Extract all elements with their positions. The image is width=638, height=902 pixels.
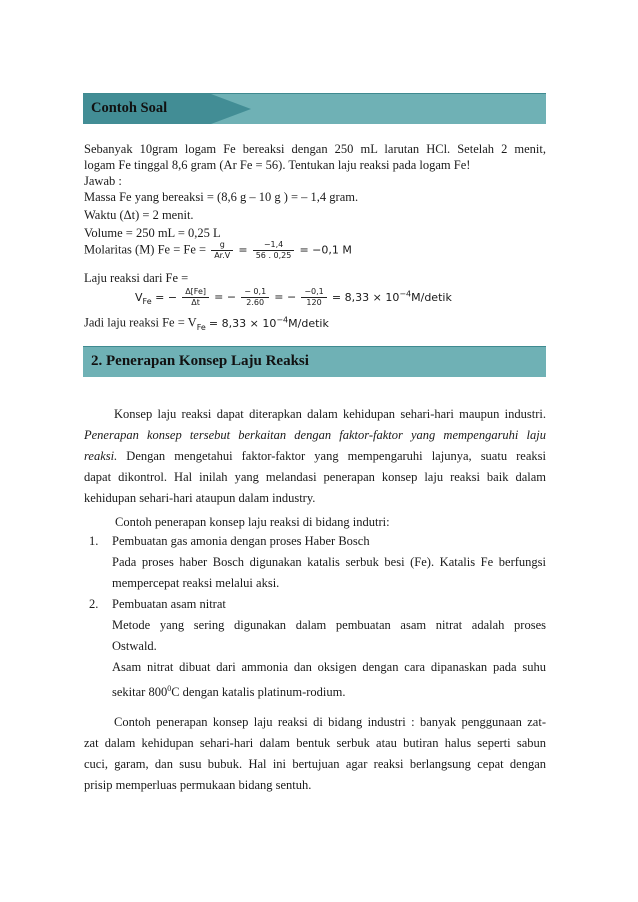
answer-label: Jawab : — [84, 174, 122, 188]
list-item-2-title: Pembuatan asam nitrat — [112, 597, 226, 611]
section-header-contoh-soal — [83, 93, 546, 124]
molarity-label: Molaritas (M) Fe = Fe = — [84, 242, 207, 257]
fraction-rate-1: $\frac{- 0,1}{2.60}$ — [241, 287, 269, 308]
conclusion-line: Jadi laju reaksi $Fe = V_{Fe} = 8,33$ × $10^{-4}M$/detik — [84, 315, 329, 333]
mass-line: Massa Fe yang bereaksi = (8,6 g – 10 g ) = – 1,4 gram. — [84, 190, 359, 204]
list-item-2-line-3: Asam nitrat dibuat dari ammonia dan oksigen dengan cara dipanaskan pada suhu — [112, 660, 546, 674]
problem-line-2: logam Fe tinggal 8,6 gram (Ar Fe = 56). Tentukan laju reaksi pada logam Fe! — [84, 158, 471, 172]
volume-line: Volume = 250 mL = 0,25 L — [84, 226, 221, 240]
list-item-2-line-1: Metode yang sering digunakan dalam pembuatan asam nitrat adalah proses — [112, 618, 546, 632]
rate-label: Laju reaksi dari Fe = — [84, 271, 189, 285]
list-number-2: 2. — [89, 597, 99, 611]
section-title: 2. Penerapan Konsep Laju Reaksi — [91, 353, 309, 369]
time-line: Waktu (Δt) = 2 menit. — [84, 208, 194, 222]
list-number-1: 1. — [89, 534, 99, 548]
list-item-1-line-1: Pada proses haber Bosch digunakan katalis serbuk besi (Fe). Katalis Fe berfungsi — [112, 555, 546, 569]
molarity-line: Molaritas (M) Fe = Fe = $\frac{g}{Ar.V}$ = $\frac{-1,4}{56 . 0,25}$ = −0,1 M — [84, 240, 352, 260]
list-item-2-line-4: sekitar $800^0C$ dengan katalis platinum-rodium. — [112, 684, 346, 700]
list-item-1-line-2: mempercepat reaksi melalui aksi. — [112, 576, 280, 590]
examples-intro: Contoh penerapan konsep laju reaksi di bidang indutri: — [115, 515, 390, 529]
rate-result: = $8,33 \times 10^{-4}M$/detik — [331, 289, 452, 304]
section-header-penerapan — [83, 346, 546, 377]
molarity-result: = −0,1 M — [299, 243, 352, 257]
rate-equation: $V_{Fe}$ = − $\frac{\Delta[Fe]}{\Delta t}$ = − $\frac{- 0,1}{2.60}$ = − $\frac{-0,1}{120}$ = $8,33 \times 10^{-4}M$/detik — [135, 287, 452, 308]
list-item-2-line-2: Ostwald. — [112, 639, 157, 653]
paragraph-1: Konsep laju reaksi dapat diterapkan dalam kehidupan sehari-hari maupun industri. Penerapan konsep tersebut berkaitan dengan faktor-faktor yang mempengaruhi laju reaksi. Dengan mengetahui faktor-faktor yang mempengaruhi lajunya, suatu reaksi dapat dikontrol. Hal inilah yang melandasi penerapan konsep laju reaksi baik dalam kehidupan sehari-hari ataupun dalam industry. — [84, 407, 546, 505]
list-item-1-title: Pembuatan gas amonia dengan proses Haber Bosch — [112, 534, 370, 548]
fraction-value: $\frac{-1,4}{56 . 0,25}$ — [253, 240, 295, 261]
fraction-delta-fe: $\frac{\Delta[Fe]}{\Delta t}$ — [182, 287, 209, 308]
problem-line-1: Sebanyak 10gram logam Fe bereaksi dengan 250 mL larutan HCl. Setelah 2 menit, — [84, 142, 546, 156]
fraction-g-over-arv: $\frac{g}{Ar.V}$ — [211, 240, 233, 261]
section-title: Contoh Soal — [91, 100, 168, 116]
fraction-rate-2: $\frac{-0,1}{120}$ — [301, 287, 326, 308]
paragraph-3: Contoh penerapan konsep laju reaksi di bidang industri : banyak penggunaan zat- zat dalam kehidupan sehari-hari dalam bentuk serbuk atau butiran halus seperti sabun cuci, garam, dan susu bubuk. Hal ini bertujuan agar reaksi berlangsung cepat dengan prisip memperluas permukaan bidang sentuh. — [84, 715, 546, 792]
